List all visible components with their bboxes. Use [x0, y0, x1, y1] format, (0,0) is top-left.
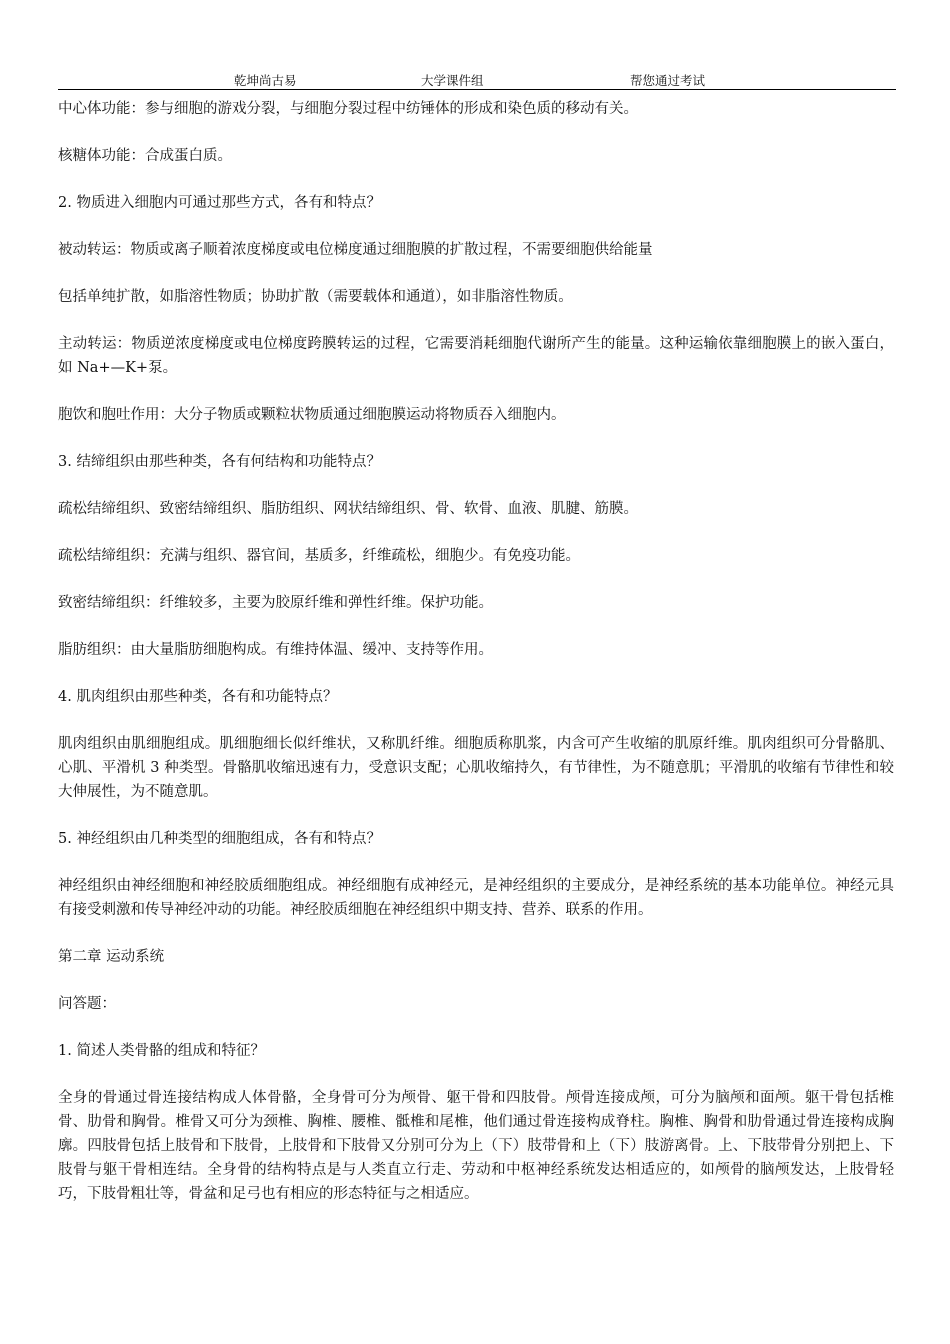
paragraph-diffusion-types: 包括单纯扩散，如脂溶性物质；协助扩散（需要载体和通道），如非脂溶性物质。 [58, 289, 573, 305]
header-center-text: 大学课件组 [421, 73, 484, 88]
question-2: 2. 物质进入细胞内可通过那些方式，各有和特点？ [58, 195, 381, 211]
page-header [58, 70, 896, 90]
paragraph-adipose-tissue: 脂肪组织：由大量脂肪细胞构成。有维持体温、缓冲、支持等作用。 [58, 642, 493, 658]
paragraph-ribosome-function: 核糖体功能：合成蛋白质。 [58, 148, 232, 164]
document-body [58, 97, 894, 1228]
header-right-text: 帮您通过考试 [630, 73, 706, 88]
header-left-text: 乾坤尚古易 [234, 73, 297, 88]
question-1: 1. 简述人类骨骼的组成和特征？ [58, 1043, 265, 1059]
paragraph-connective-tissue-types: 疏松结缔组织、致密结缔组织、脂肪组织、网状结缔组织、骨、软骨、血液、肌腱、筋膜。 [58, 501, 638, 517]
paragraph-loose-connective-tissue: 疏松结缔组织：充满与组织、器官间，基质多，纤维疏松，细胞少。有免疫功能。 [58, 548, 580, 564]
chapter-heading: 第二章 运动系统 [58, 949, 165, 965]
question-3: 3. 结缔组织由那些种类，各有何结构和功能特点？ [58, 454, 381, 470]
paragraph-active-transport: 主动转运：物质逆浓度梯度或电位梯度跨膜转运的过程，它需要消耗细胞代谢所产生的能量。这种运输依靠细胞膜上的嵌入蛋白，如 Na+—K+泵。 [58, 336, 894, 376]
question-4: 4. 肌肉组织由那些种类，各有和功能特点？ [58, 689, 338, 705]
paragraph-skeleton: 全身的骨通过骨连接结构成人体骨骼，全身骨可分为颅骨、躯干骨和四肢骨。颅骨连接成颅，可分为脑颅和面颅。躯干骨包括椎骨、肋骨和胸骨。椎骨又可分为颈椎、胸椎、腰椎、骶椎和尾椎，他们通过骨连接构成脊柱。胸椎、胸骨和肋骨通过骨连接构成胸廓。四肢骨包括上肢骨和下肢骨，上肢骨和下肢骨又分别可分为上（下）肢带骨和上（下）肢游离骨。上、下肢带骨分别把上、下肢骨与躯干骨相连结。全身骨的结构特点是与人类直立行走、劳动和中枢神经系统发达相适应的，如颅骨的脑颅发达，上肢骨轻巧，下肢骨粗壮等，骨盆和足弓也有相应的形态特征与之相适应。 [58, 1090, 894, 1202]
paragraph-muscle-tissue: 肌肉组织由肌细胞组成。肌细胞细长似纤维状，又称肌纤维。细胞质称肌浆，内含可产生收缩的肌原纤维。肌肉组织可分骨骼肌、心肌、平滑机 3 种类型。骨骼肌收缩迅速有力，受意识支配；心肌收缩持久，有节律性，为不随意肌；平滑肌的收缩有节律性和较大伸展性，为不随意肌。 [58, 736, 894, 800]
question-5: 5. 神经组织由几种类型的细胞组成，各有和特点？ [58, 831, 381, 847]
paragraph-nervous-tissue: 神经组织由神经细胞和神经胶质细胞组成。神经细胞有成神经元，是神经组织的主要成分，是神经系统的基本功能单位。神经元具有接受刺激和传导神经冲动的功能。神经胶质细胞在神经组织中期支持、营养、联系的作用。 [58, 878, 894, 918]
paragraph-centrosome-function: 中心体功能：参与细胞的游戏分裂，与细胞分裂过程中纺锤体的形成和染色质的移动有关。 [58, 101, 638, 117]
paragraph-dense-connective-tissue: 致密结缔组织：纤维较多，主要为胶原纤维和弹性纤维。保护功能。 [58, 595, 493, 611]
paragraph-endocytosis: 胞饮和胞吐作用：大分子物质或颗粒状物质通过细胞膜运动将物质吞入细胞内。 [58, 407, 566, 423]
paragraph-passive-transport: 被动转运：物质或离子顺着浓度梯度或电位梯度通过细胞膜的扩散过程，不需要细胞供给能量 [58, 242, 653, 258]
section-label: 问答题： [58, 996, 116, 1012]
